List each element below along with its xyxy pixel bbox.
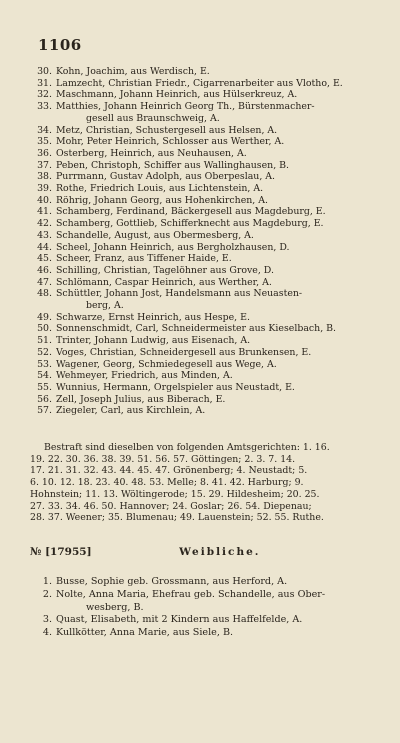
- entry-number: 53.: [37, 358, 52, 370]
- entry-text: Scheel, Johann Heinrich, aus Bergholzhausen, D.: [56, 241, 290, 253]
- entry-text: Nolte, Anna Maria, Ehefrau geb. Schandelle, aus Ober-: [56, 588, 326, 600]
- entry-number: 31.: [37, 77, 52, 89]
- court-listing-line: 6. 10. 12. 18. 23. 40. 48. 53. Melle; 8. 41. 42. Harburg; 9.: [30, 477, 304, 489]
- entry-row: [26, 195, 388, 207]
- entry-text: Kullkötter, Anna Marie, aus Siele, B.: [56, 627, 234, 639]
- entry-text: Wagener, Georg, Schmiedegesell aus Wege, A.: [56, 358, 277, 370]
- entry-number: 44.: [37, 241, 52, 253]
- entry-text: Schamberg, Gottlieb, Schifferknecht aus Magdeburg, E.: [56, 218, 324, 230]
- entry-row: [26, 171, 388, 183]
- entry-text: wesberg, B.: [86, 601, 144, 613]
- entry-number: 55.: [37, 381, 52, 393]
- court-listing-line: Hohnstein; 11. 13. Wöltingerode; 15. 29. Hildesheim; 20. 25.: [30, 488, 320, 500]
- entry-row: [26, 89, 388, 101]
- entry-row: [26, 66, 388, 78]
- entry-row: [26, 136, 388, 148]
- female-entry-row: [26, 589, 388, 602]
- entry-text: Schüttler, Johann Jost, Handelsmann aus Neuasten-: [56, 288, 303, 300]
- female-entry-row: [26, 614, 388, 627]
- female-entry-row: [26, 627, 388, 640]
- entry-number: 51.: [37, 335, 52, 347]
- entry-number: 40.: [37, 194, 52, 206]
- entry-text: Wehmeyer, Friedrich, aus Minden, A.: [56, 370, 233, 382]
- entry-text: Schwarze, Ernst Heinrich, aus Hespe, E.: [56, 311, 250, 323]
- entry-row: [26, 253, 388, 265]
- entry-row: [26, 148, 388, 160]
- entry-number: 52.: [37, 346, 52, 358]
- entry-number: 33.: [37, 101, 52, 113]
- male-entry-list: [26, 66, 388, 417]
- entry-number: 30.: [37, 66, 52, 77]
- entry-number: [26, 602, 56, 615]
- entry-text: Peben, Christoph, Schiffer aus Wallinghausen, B.: [56, 159, 290, 171]
- entry-row: [26, 160, 388, 172]
- entry-number: 57.: [37, 405, 52, 417]
- entry-text: berg, A.: [86, 300, 124, 312]
- entry-text: Scheer, Franz, aus Tiffener Haide, E.: [56, 253, 232, 265]
- entry-number: 42.: [37, 218, 52, 230]
- court-listing-paragraph: [30, 442, 388, 524]
- entry-row: [26, 359, 388, 371]
- entry-text: Schandelle, August, aus Obermesberg, A.: [56, 229, 254, 241]
- entry-text: Schilling, Christian, Tagelöhner aus Grove, D.: [56, 264, 274, 276]
- entry-number: 1.: [42, 576, 52, 587]
- entry-number: [26, 113, 56, 125]
- entry-number: 47.: [37, 276, 52, 288]
- page-number: 1106: [38, 36, 82, 54]
- entry-text: Schlömann, Caspar Heinrich, aus Werther, A.: [56, 276, 272, 288]
- entry-text: Mohr, Peter Heinrich, Schlosser aus Werther, A.: [56, 136, 285, 148]
- entry-text: Maschmann, Johann Heinrich, aus Hülserkreuz, A.: [56, 89, 298, 101]
- entry-number: 45.: [37, 253, 52, 265]
- entry-text: Röhrig, Johann Georg, aus Hohenkirchen, A.: [56, 194, 268, 206]
- section-reference: № [17955]: [30, 546, 92, 558]
- entry-row: [26, 206, 388, 218]
- entry-number: 4.: [42, 627, 52, 639]
- entry-number: 35.: [37, 136, 52, 148]
- entry-text: Matthies, Johann Heinrich Georg Th., Bürstenmacher-: [56, 101, 315, 113]
- entry-number: 2.: [42, 588, 52, 600]
- entry-row: [26, 323, 388, 335]
- entry-text: Ziegeler, Carl, aus Kirchlein, A.: [56, 405, 206, 417]
- entry-text: Rothe, Friedrich Louis, aus Lichtenstein, A.: [56, 183, 264, 195]
- entry-row: [26, 347, 388, 359]
- entry-number: 46.: [37, 264, 52, 276]
- entry-row: [26, 230, 388, 242]
- section-heading: [30, 546, 388, 558]
- entry-number: 56.: [37, 393, 52, 405]
- entry-number: 49.: [37, 311, 52, 323]
- entry-row: [26, 335, 388, 347]
- court-listing-line: 19. 22. 30. 36. 38. 39. 51. 56. 57. Göttingen; 2. 3. 7. 14.: [30, 453, 296, 465]
- entry-row: [26, 312, 388, 324]
- court-listing-line: 27. 33. 34. 46. 50. Hannover; 24. Goslar; 26. 54. Diepenau;: [30, 500, 312, 512]
- entry-text: Purrmann, Gustav Adolph, aus Oberpeslau, A.: [56, 171, 276, 183]
- entry-number: 50.: [37, 323, 52, 335]
- entry-number: [26, 300, 56, 312]
- entry-number: 39.: [37, 183, 52, 195]
- entry-text: Wunnius, Hermann, Orgelspieler aus Neustadt, E.: [56, 381, 295, 393]
- entry-row-continuation: [26, 113, 388, 125]
- entry-number: 36.: [37, 147, 52, 159]
- entry-text: Lamzecht, Christian Friedr., Cigarrenarbeiter aus Vlotho, E.: [56, 77, 343, 89]
- entry-text: Sonnenschmidt, Carl, Schneidermeister aus Kieselbach, B.: [56, 323, 337, 335]
- entry-row: [26, 78, 388, 90]
- court-listing-line: 17. 21. 31. 32. 43. 44. 45. 47. Grönenberg; 4. Neustadt; 5.: [30, 465, 308, 477]
- entry-row-continuation: [26, 300, 388, 312]
- entry-row: [26, 277, 388, 289]
- entry-row: [26, 288, 388, 300]
- entry-text: Zell, Joseph Julius, aus Biberach, E.: [56, 393, 226, 405]
- entry-row: [26, 101, 388, 113]
- court-listing-line: 28. 37. Weener; 35. Blumenau; 49. Lauenstein; 52. 55. Ruthe.: [30, 512, 324, 524]
- entry-text: Osterberg, Heinrich, aus Neuhausen, A.: [56, 147, 247, 159]
- entry-number: 48.: [37, 288, 52, 300]
- female-entry-list: [26, 576, 388, 640]
- entry-row: [26, 382, 388, 394]
- entry-text: Metz, Christian, Schustergesell aus Helsen, A.: [56, 124, 278, 136]
- entry-text: Voges, Christian, Schneidergesell aus Brunkensen, E.: [56, 346, 312, 358]
- entry-number: 34.: [37, 124, 52, 136]
- entry-number: 41.: [37, 206, 52, 218]
- entry-row: [26, 265, 388, 277]
- entry-number: 38.: [37, 171, 52, 183]
- entry-text: Kohn, Joachim, aus Werdisch, E.: [56, 66, 210, 77]
- entry-text: Quast, Elisabeth, mit 2 Kindern aus Haffelfelde, A.: [56, 614, 303, 626]
- entry-text: Trinter, Johann Ludwig, aus Eisenach, A.: [56, 335, 251, 347]
- entry-number: 37.: [37, 159, 52, 171]
- section-title: Weibliche.: [179, 546, 261, 558]
- entry-number: 3.: [42, 614, 52, 626]
- entry-row: [26, 405, 388, 417]
- entry-row: [26, 183, 388, 195]
- entry-number: 43.: [37, 229, 52, 241]
- entry-text: Busse, Sophie geb. Grossmann, aus Herford, A.: [56, 576, 288, 587]
- entry-row: [26, 218, 388, 230]
- entry-row: [26, 394, 388, 406]
- female-entry-row: [26, 576, 388, 589]
- female-entry-row-continuation: [26, 602, 388, 615]
- entry-row: [26, 125, 388, 137]
- entry-number: 54.: [37, 370, 52, 382]
- entry-row: [26, 370, 388, 382]
- entry-text: Schamberg, Ferdinand, Bäckergesell aus Magdeburg, E.: [56, 206, 326, 218]
- court-listing-line: Bestraft sind dieselben von folgenden Amtsgerichten: 1. 16.: [44, 442, 330, 453]
- entry-text: gesell aus Braunschweig, A.: [86, 112, 220, 124]
- entry-row: [26, 242, 388, 254]
- entry-number: 32.: [37, 89, 52, 101]
